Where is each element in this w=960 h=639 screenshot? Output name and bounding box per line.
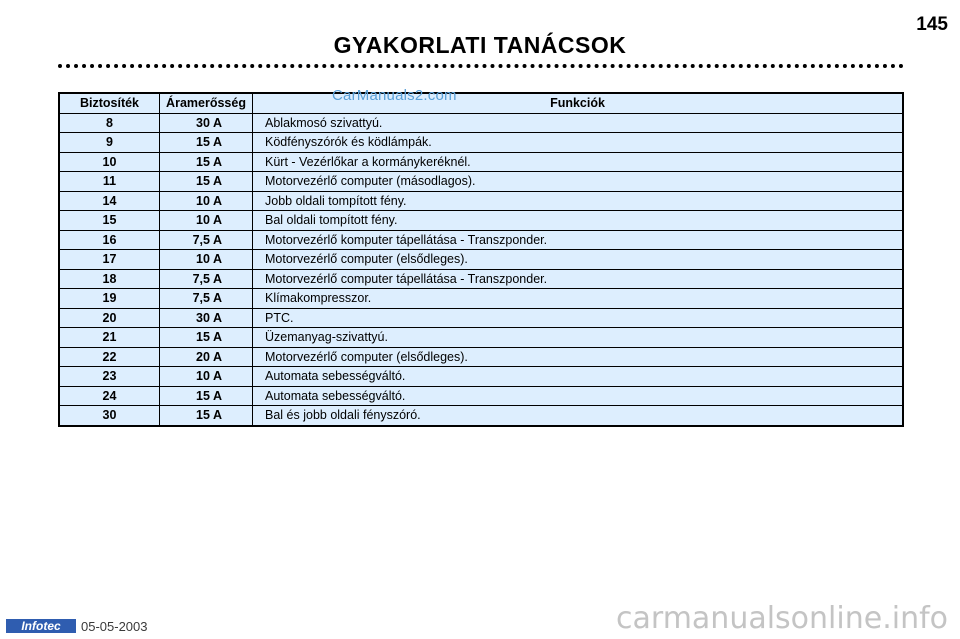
table-row bbox=[59, 152, 903, 172]
footer-date: 05-05-2003 bbox=[81, 619, 148, 634]
dotted-divider bbox=[58, 64, 904, 68]
fuse-cell: 20 bbox=[59, 308, 160, 328]
function-cell: Kürt - Vezérlőkar a kormánykeréknél. bbox=[253, 152, 904, 172]
table-row bbox=[59, 250, 903, 270]
watermark-bottom: carmanualsonline.info bbox=[616, 601, 948, 636]
fuse-cell: 23 bbox=[59, 367, 160, 387]
table-row bbox=[59, 172, 903, 192]
function-cell: Motorvezérlő computer (másodlagos). bbox=[253, 172, 904, 192]
function-cell: Üzemanyag-szivattyú. bbox=[253, 328, 904, 348]
fuse-cell: 30 bbox=[59, 406, 160, 426]
function-cell: Jobb oldali tompított fény. bbox=[253, 191, 904, 211]
function-cell: Motorvezérlő computer (elsődleges). bbox=[253, 347, 904, 367]
header-functions: Funkciók bbox=[253, 93, 904, 113]
fuse-cell: 8 bbox=[59, 113, 160, 133]
amperage-cell: 7,5 A bbox=[160, 230, 253, 250]
fuse-cell: 21 bbox=[59, 328, 160, 348]
table-row bbox=[59, 328, 903, 348]
amperage-cell: 20 A bbox=[160, 347, 253, 367]
function-cell: Bal és jobb oldali fényszóró. bbox=[253, 406, 904, 426]
table-row bbox=[59, 289, 903, 309]
fuse-cell: 19 bbox=[59, 289, 160, 309]
fuse-cell: 10 bbox=[59, 152, 160, 172]
table-row bbox=[59, 133, 903, 153]
table-row bbox=[59, 347, 903, 367]
fuse-table bbox=[58, 92, 904, 427]
infotec-logo: Infotec bbox=[6, 619, 76, 633]
page-title: GYAKORLATI TANÁCSOK bbox=[333, 32, 627, 58]
page-number: 145 bbox=[916, 14, 948, 35]
function-cell: Ködfényszórók és ködlámpák. bbox=[253, 133, 904, 153]
amperage-cell: 10 A bbox=[160, 250, 253, 270]
table-header-row bbox=[59, 93, 903, 113]
fuse-cell: 22 bbox=[59, 347, 160, 367]
function-cell: Ablakmosó szivattyú. bbox=[253, 113, 904, 133]
table-row bbox=[59, 367, 903, 387]
amperage-cell: 15 A bbox=[160, 328, 253, 348]
table-row bbox=[59, 230, 903, 250]
function-cell: Motorvezérlő computer tápellátása - Transzponder. bbox=[253, 269, 904, 289]
table-row bbox=[59, 406, 903, 426]
fuse-cell: 11 bbox=[59, 172, 160, 192]
table-row bbox=[59, 211, 903, 231]
header-fuse: Biztosíték bbox=[59, 93, 160, 113]
fuse-cell: 15 bbox=[59, 211, 160, 231]
amperage-cell: 30 A bbox=[160, 308, 253, 328]
table-body bbox=[59, 113, 903, 426]
amperage-cell: 15 A bbox=[160, 406, 253, 426]
table-row bbox=[59, 308, 903, 328]
amperage-cell: 7,5 A bbox=[160, 289, 253, 309]
amperage-cell: 15 A bbox=[160, 172, 253, 192]
amperage-cell: 7,5 A bbox=[160, 269, 253, 289]
table-row bbox=[59, 113, 903, 133]
function-cell: PTC. bbox=[253, 308, 904, 328]
function-cell: Motorvezérlő computer (elsődleges). bbox=[253, 250, 904, 270]
fuse-cell: 14 bbox=[59, 191, 160, 211]
fuse-cell: 17 bbox=[59, 250, 160, 270]
fuse-cell: 18 bbox=[59, 269, 160, 289]
function-cell: Automata sebességváltó. bbox=[253, 367, 904, 387]
fuse-cell: 16 bbox=[59, 230, 160, 250]
amperage-cell: 10 A bbox=[160, 367, 253, 387]
table-row bbox=[59, 386, 903, 406]
function-cell: Klímakompresszor. bbox=[253, 289, 904, 309]
amperage-cell: 15 A bbox=[160, 152, 253, 172]
fuse-cell: 24 bbox=[59, 386, 160, 406]
watermark-top: CarManuals2.com bbox=[332, 87, 457, 104]
fuse-cell: 9 bbox=[59, 133, 160, 153]
amperage-cell: 10 A bbox=[160, 211, 253, 231]
table-row bbox=[59, 269, 903, 289]
amperage-cell: 15 A bbox=[160, 133, 253, 153]
amperage-cell: 15 A bbox=[160, 386, 253, 406]
function-cell: Automata sebességváltó. bbox=[253, 386, 904, 406]
amperage-cell: 30 A bbox=[160, 113, 253, 133]
function-cell: Motorvezérlő komputer tápellátása - Transzponder. bbox=[253, 230, 904, 250]
header-amperage: Áramerősség bbox=[160, 93, 253, 113]
function-cell: Bal oldali tompított fény. bbox=[253, 211, 904, 231]
table-row bbox=[59, 191, 903, 211]
amperage-cell: 10 A bbox=[160, 191, 253, 211]
